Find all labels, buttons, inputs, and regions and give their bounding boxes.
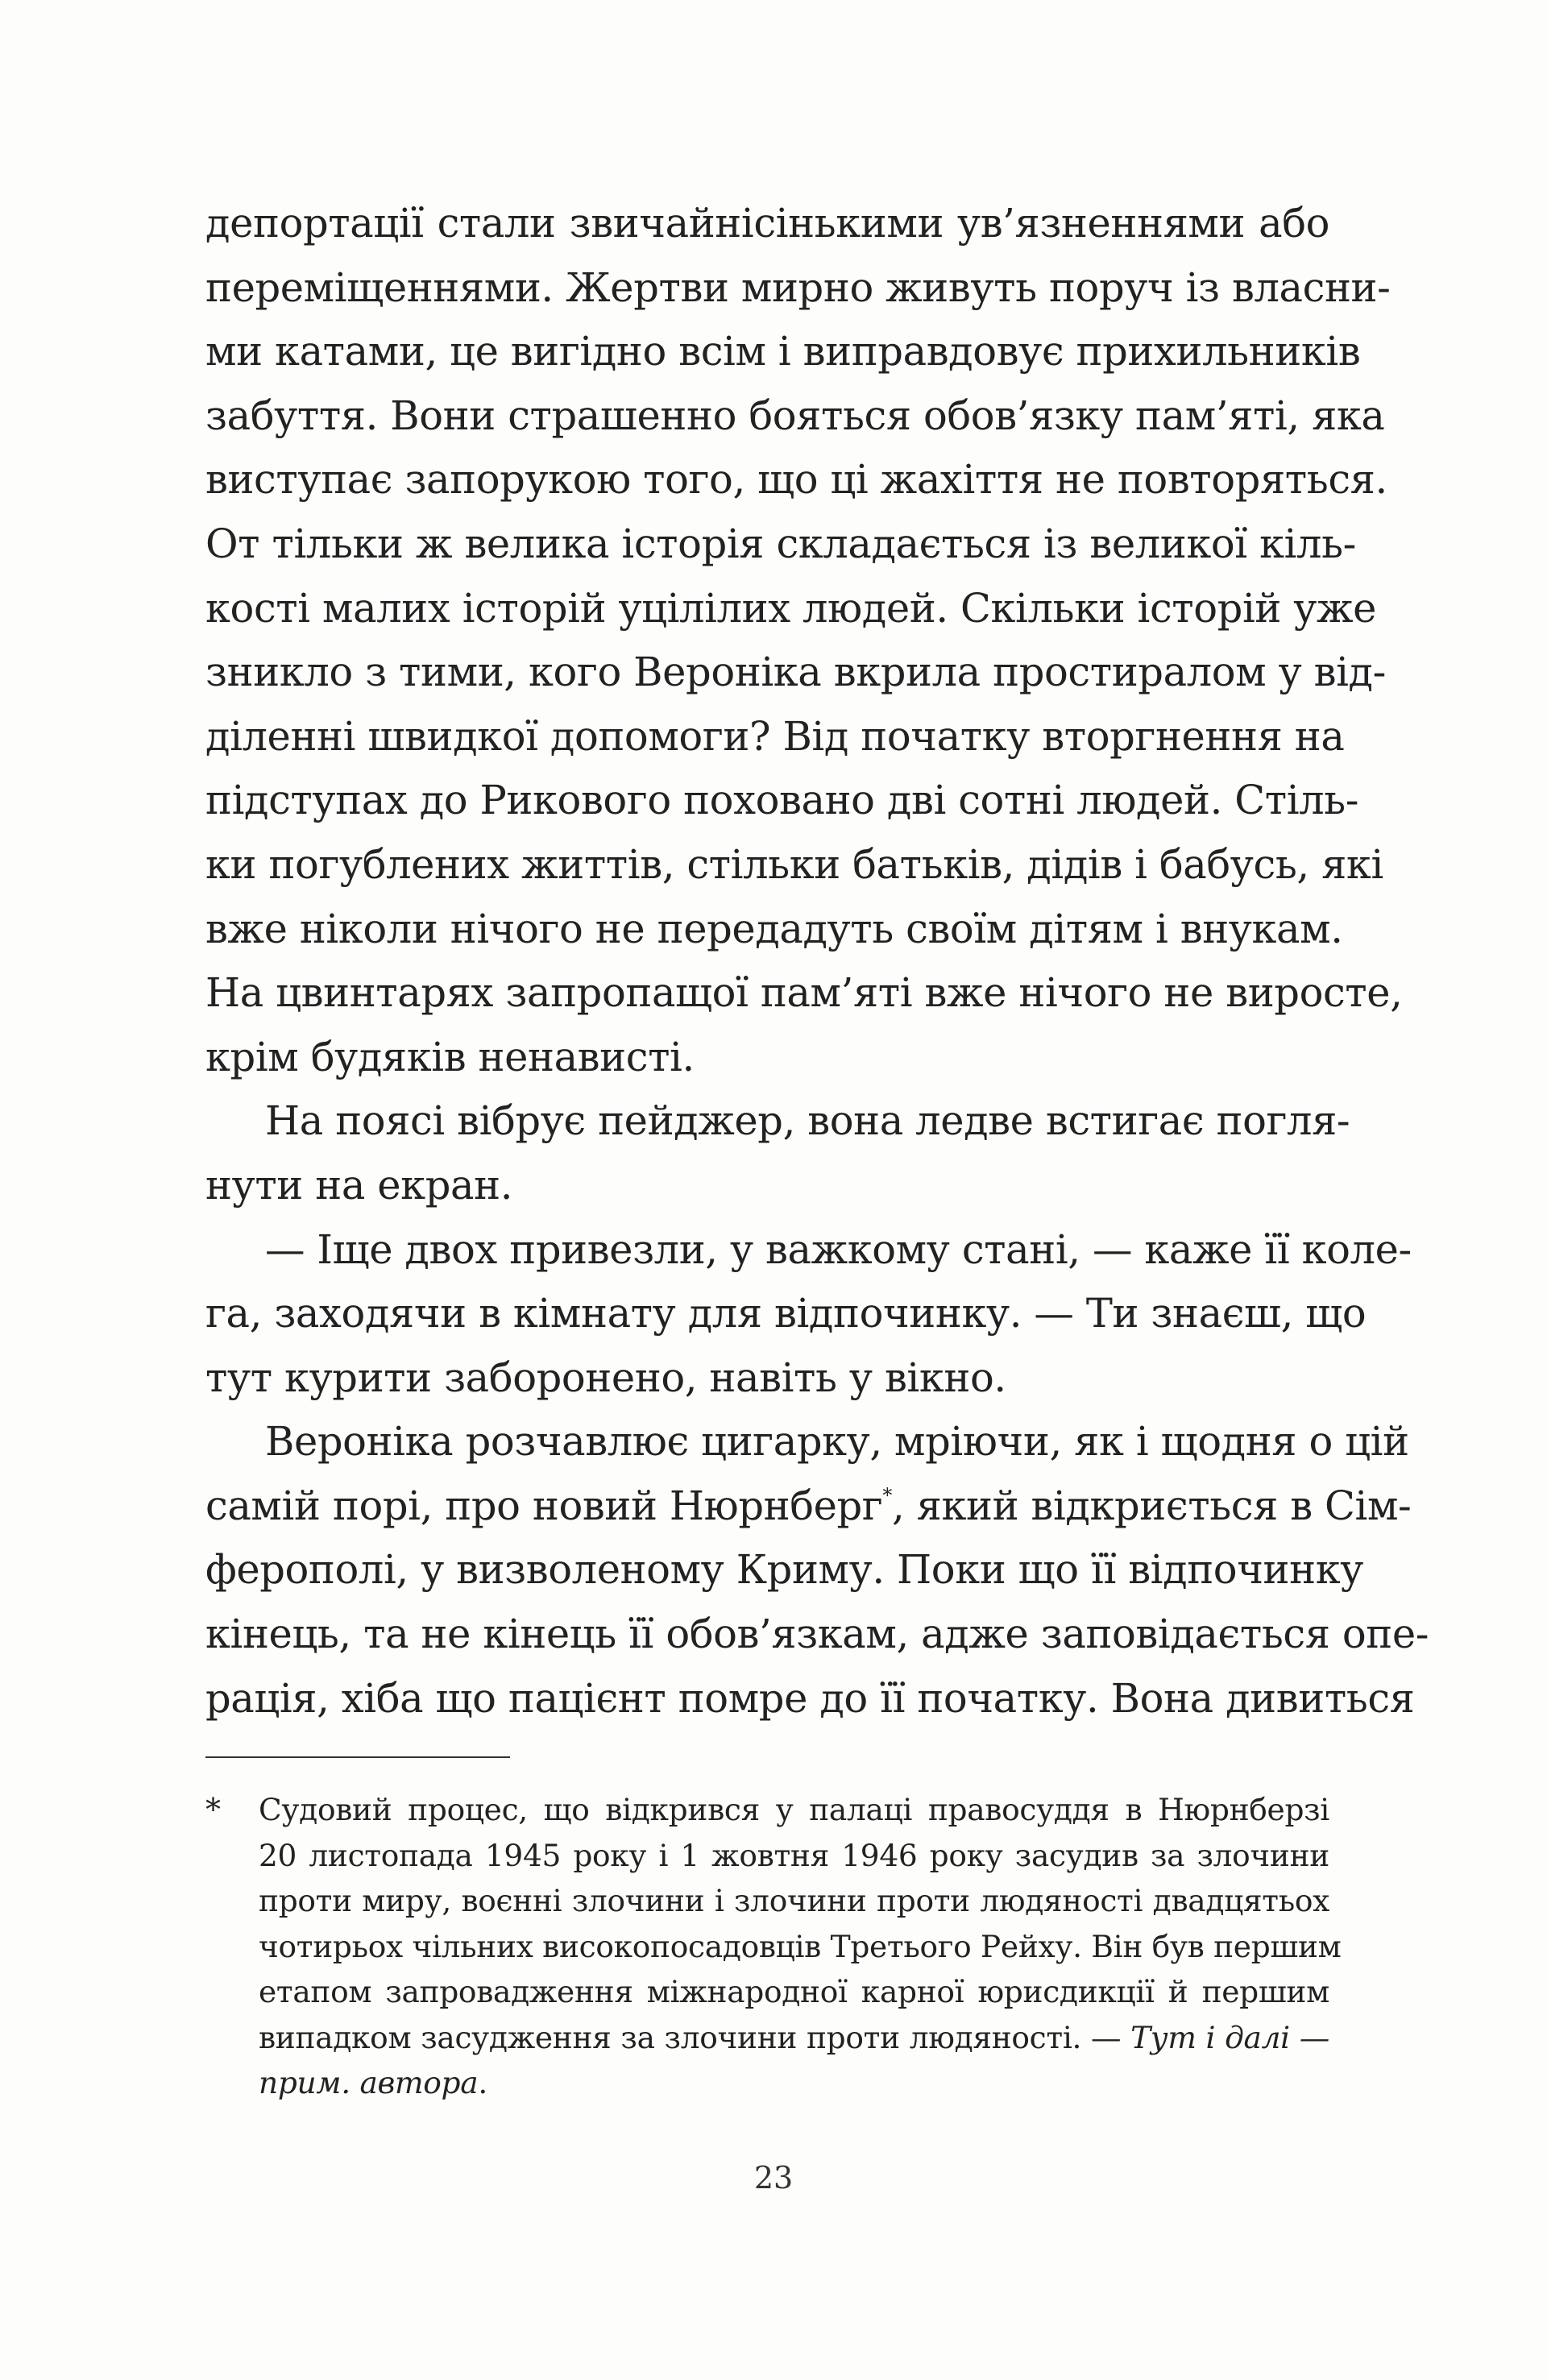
text-line: рація, хіба що пацієнт помре до її початку. Вона дивиться — [205, 1674, 1415, 1722]
footnote-note-italic: Тут і далі — — [1130, 2019, 1329, 2055]
text-line: нути на екран. — [205, 1161, 513, 1209]
footnote-line: 20 листопада 1945 року і 1 жовтня 1946 року засудив за злочини — [259, 1837, 1329, 1873]
text-line: кості малих історій уцілілих людей. Скільки історій уже — [205, 584, 1377, 632]
footnote-divider — [205, 1756, 510, 1758]
page-number: 23 — [753, 2160, 794, 2195]
footnote-line: чотирьох чільних високопосадовців Третього Рейху. Він був першим — [259, 1928, 1342, 1964]
text-line: На цвинтарях запропащої пам’яті вже нічого не виросте, — [205, 969, 1403, 1017]
text-line: підступах до Рикового поховано дві сотні людей. Стіль- — [205, 777, 1359, 824]
text-line: зникло з тими, кого Вероніка вкрила простиралом у від- — [205, 649, 1386, 696]
text-line — [205, 1474, 1412, 1539]
text-segment: самій порі, про новий Нюрнберг — [205, 1482, 883, 1529]
footnote-line — [259, 2015, 1329, 2061]
footnote-line — [259, 2060, 1329, 2106]
text-line: крім будяків ненависті. — [205, 1033, 695, 1080]
text-line: га, заходячи в кімнату для відпочинку. — Ти знаєш, що — [205, 1290, 1367, 1337]
text-line: діленні швидкої допомоги? Від початку вторгнення на — [205, 712, 1345, 760]
text-line: Вероніка розчавлює цигарку, мріючи, як і щодня о цій — [265, 1418, 1409, 1466]
footnote-reference: * — [882, 1483, 892, 1507]
text-line: От тільки ж велика історія складається із великої кіль- — [205, 520, 1356, 567]
text-line: вже ніколи нічого не передадуть своїм дітям і внукам. — [205, 905, 1343, 952]
body-text — [205, 192, 1429, 1731]
footnote-marker: * — [205, 1792, 221, 1827]
text-line: депортації стали звичайнісінькими ув’язненнями або — [205, 200, 1329, 247]
text-line: ми катами, це вигідно всім і виправдовує прихильників — [205, 328, 1361, 375]
text-line: ки погублених життів, стільки батьків, дідів і бабусь, які — [205, 840, 1383, 888]
footnote — [205, 1787, 1342, 2106]
footnote-note-italic: прим. автора — [259, 2065, 479, 2100]
text-line: виступає запорукою того, що ці жахіття не повторяться. — [205, 456, 1387, 504]
text-segment: , який відкриється в Сім- — [891, 1482, 1412, 1529]
text-line: переміщеннями. Жертви мирно живуть поруч із власни- — [205, 263, 1391, 311]
text-line: забуття. Вони страшенно бояться обов’язку пам’яті, яка — [205, 392, 1385, 439]
text-line: ферополі, у визволеному Криму. Поки що її відпочинку — [205, 1546, 1363, 1594]
text-line: тут курити заборонено, навіть у вікно. — [205, 1354, 1006, 1401]
footnote-segment: . — [478, 2065, 487, 2100]
footnote-line: етапом запровадження міжнародної карної юрисдикції й першим — [259, 1974, 1329, 2009]
footnote-segment: випадком засудження за злочини проти людяності. — — [259, 2019, 1131, 2055]
footnote-body — [259, 1787, 1342, 2106]
text-line: — Іще двох привезли, у важкому стані, — каже її коле- — [265, 1225, 1412, 1273]
text-line: кінець, та не кінець її обов’язкам, адже заповідається опе- — [205, 1611, 1429, 1658]
footnote-line: Судовий процес, що відкрився у палаці правосуддя в Нюрнберзі — [259, 1792, 1329, 1827]
footnote-line: проти миру, воєнні злочини і злочини проти людяності двадцятьох — [259, 1883, 1329, 1918]
text-line: На поясі вібрує пейджер, вона ледве встигає погля- — [265, 1097, 1350, 1145]
